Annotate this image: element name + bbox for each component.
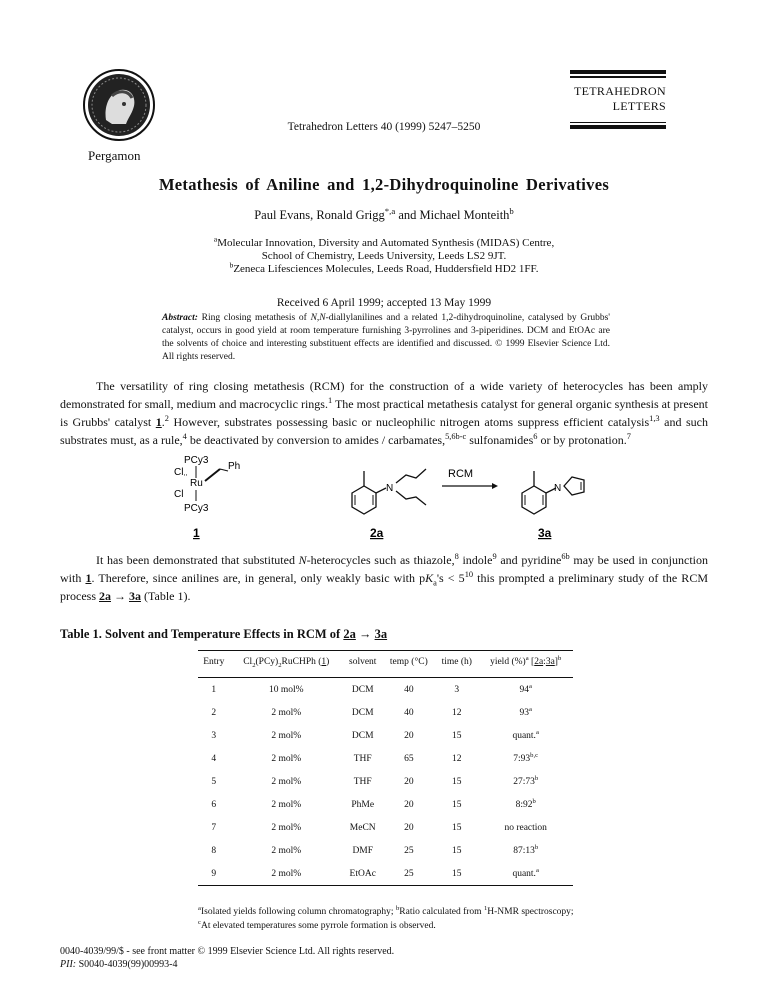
table-cell: 27:73$^b$ bbox=[513, 774, 539, 787]
column-header: $Cl_2(PCy)_2RuCHPh$ (1) bbox=[230, 651, 343, 678]
page-footer bbox=[60, 945, 394, 971]
masthead-rule bbox=[570, 122, 666, 124]
bond bbox=[376, 488, 386, 493]
bond bbox=[220, 469, 228, 471]
table-cell: DCM bbox=[351, 707, 374, 718]
table-cell: 20 bbox=[404, 799, 414, 810]
results-table bbox=[198, 650, 573, 886]
table-row bbox=[198, 839, 573, 862]
benzene-ring bbox=[522, 486, 546, 514]
affiliation-a-line2: School of Chemistry, Leeds University, Leeds LS2 9JT. bbox=[261, 250, 507, 262]
table-footnote: $^a$Isolated yields following column chromatography; $^b$Ratio calculated from $^1$H-NMR spectroscopy; $^c$At elevated temperatures some pyrrole formation is observed. bbox=[198, 904, 574, 931]
table-cell: 2 mol% bbox=[271, 822, 302, 833]
table-cell: 8 bbox=[211, 845, 217, 856]
table-row bbox=[198, 678, 573, 702]
table-cell: 93$^a$ bbox=[519, 705, 532, 718]
table-cell: 15 bbox=[452, 799, 462, 810]
column-header: time (h) bbox=[435, 651, 478, 678]
table-cell: 10 mol% bbox=[268, 684, 304, 695]
table-cell: THF bbox=[353, 776, 372, 787]
abstract-label: Abstract: bbox=[162, 313, 198, 323]
table-cell: 6 bbox=[211, 799, 217, 810]
table-row bbox=[198, 770, 573, 793]
table-cell: 4 bbox=[211, 753, 217, 764]
table-cell: 5 bbox=[211, 776, 217, 787]
substrate-structure bbox=[352, 469, 426, 514]
table-cell: no reaction bbox=[504, 822, 547, 833]
arrow-head bbox=[492, 483, 498, 489]
journal-masthead bbox=[570, 68, 666, 131]
table-cell: 9 bbox=[198, 862, 230, 886]
masthead-rule bbox=[570, 76, 666, 78]
table-cell: DCM bbox=[351, 684, 374, 695]
table-cell: 25 bbox=[404, 845, 414, 856]
atom-label: Cl,, bbox=[174, 467, 188, 478]
journal-name-line2: LETTERS bbox=[612, 98, 666, 113]
table-cell: 40 bbox=[404, 707, 414, 718]
table-cell: 2 mol% bbox=[271, 776, 302, 787]
table-cell: 8:92$^b$ bbox=[515, 797, 536, 810]
table-title: Table 1. Solvent and Temperature Effects in RCM of 2a → 3a bbox=[60, 627, 388, 641]
table-cell: 20 bbox=[404, 776, 414, 787]
table-cell: 7:93$^{b,c}$ bbox=[513, 751, 539, 764]
compound-label-2a: 2a bbox=[370, 526, 384, 540]
atom-label: PCy3 bbox=[184, 455, 209, 466]
table-cell: 15 bbox=[452, 822, 462, 833]
table-cell: 2 mol% bbox=[271, 753, 302, 764]
table-cell: 25 bbox=[383, 862, 436, 886]
masthead-rule bbox=[570, 70, 666, 74]
table-cell: 12 bbox=[452, 753, 462, 764]
column-header: Entry bbox=[198, 651, 230, 678]
table-cell: quant.$^a$ bbox=[512, 728, 539, 741]
table-cell: 7 bbox=[211, 822, 217, 833]
grubbs-catalyst-structure bbox=[174, 455, 240, 514]
atom-label: N bbox=[554, 483, 562, 494]
table-cell: 3 bbox=[454, 684, 460, 695]
product-structure bbox=[522, 471, 584, 514]
column-header: temp (°C) bbox=[383, 651, 436, 678]
journal-name-line1: TETRAHEDRON bbox=[574, 83, 666, 98]
table-cell: DMF bbox=[352, 845, 374, 856]
reaction-arrow bbox=[442, 468, 498, 489]
table-cell: 94$^a$ bbox=[519, 682, 532, 695]
atom-label: N bbox=[386, 483, 394, 494]
benzene-ring bbox=[352, 486, 376, 514]
table-header-row bbox=[198, 651, 573, 678]
table-row bbox=[198, 862, 573, 886]
body-paragraph-2: It has been demonstrated that substituted N-heterocycles such as thiazole,$^8$ indole$^9$ and pyridine$^{6b}$ may be used in conjunction with 1. Therefore, since anilines are, in general, only weakly basic with $pK_a's < 5^{10}$ this prompted a preliminary study of the RCM process 2a → 3a (Table 1). bbox=[60, 552, 708, 603]
table-cell: 40 bbox=[404, 684, 414, 695]
table-cell: MeCN bbox=[349, 822, 376, 833]
pii-line: PII: S0040-4039(99)00993-4 bbox=[60, 959, 178, 970]
table-cell: 2 mol% bbox=[230, 862, 343, 886]
arrow-label: RCM bbox=[448, 468, 474, 480]
table-cell: 2 mol% bbox=[271, 845, 302, 856]
atom-label: Ph bbox=[228, 461, 241, 472]
allyl-chain bbox=[396, 469, 426, 483]
table-cell: 12 bbox=[452, 707, 462, 718]
abstract-text: Ring closing metathesis of N,N-diallylanilines and a related 1,2-dihydroquinoline, catalysed by Grubbs' catalyst, occurs in good yield at room temperature furnishing 3-pyrrolines and 3-piperidines. DCM and EtOAc are the solvents of choice and interesting substituent effects are identified and discussed. © 1999 Elsevier Science Ltd. All rights reserved. bbox=[162, 313, 611, 362]
compound-label-1: 1 bbox=[193, 526, 200, 540]
table-row bbox=[198, 701, 573, 724]
table-cell: 2 mol% bbox=[271, 799, 302, 810]
table-row bbox=[198, 816, 573, 839]
atom-label: PCy3 bbox=[184, 503, 209, 514]
table-cell: 15 bbox=[435, 862, 478, 886]
table-cell: PhMe bbox=[351, 799, 375, 810]
publisher-name: Pergamon bbox=[88, 148, 141, 163]
journal-name bbox=[570, 84, 666, 114]
abstract bbox=[162, 312, 610, 364]
copyright-line: 0040-4039/99/$ - see front matter © 1999 Elsevier Science Ltd. All rights reserved. bbox=[60, 946, 395, 957]
journal-citation: Tetrahedron Letters 40 (1999) 5247–5250 bbox=[287, 121, 481, 133]
masthead-rule bbox=[570, 125, 666, 129]
table-cell: 3 bbox=[211, 730, 217, 741]
column-header: solvent bbox=[343, 651, 383, 678]
affiliation-a-line1: $^a$Molecular Innovation, Diversity and Automated Synthesis (MIDAS) Centre, bbox=[213, 234, 555, 249]
allyl-chain bbox=[396, 491, 426, 505]
atom-label: Cl bbox=[174, 489, 184, 500]
atom-label: Ru bbox=[190, 478, 203, 489]
table-cell: 2 bbox=[211, 707, 217, 718]
table-cell: 15 bbox=[452, 776, 462, 787]
table-cell: 15 bbox=[452, 845, 462, 856]
table-cell: DCM bbox=[351, 730, 374, 741]
received-dates: Received 6 April 1999; accepted 13 May 1999 bbox=[276, 297, 492, 309]
compound-label-3a: 3a bbox=[538, 526, 552, 540]
table-cell: 2 mol% bbox=[271, 730, 302, 741]
table-cell: 65 bbox=[404, 753, 414, 764]
table-cell: 1 bbox=[211, 684, 217, 695]
affiliation-a bbox=[0, 234, 768, 263]
table-row bbox=[198, 724, 573, 747]
affiliation-b: $^b$Zeneca Lifesciences Molecules, Leeds Road, Huddersfield HD2 1FF. bbox=[229, 260, 539, 275]
author-list: Paul Evans, Ronald Grigg$^{*,a}$ and Michael Monteith$^b$ bbox=[254, 205, 514, 222]
table-cell: 20 bbox=[404, 822, 414, 833]
reaction-scheme bbox=[160, 453, 620, 545]
table-row bbox=[198, 747, 573, 770]
table-cell: 2 mol% bbox=[271, 707, 302, 718]
column-header: yield (%)$^a$ [2a:3a]$^b$ bbox=[478, 651, 573, 678]
table-cell: 87:13$^b$ bbox=[513, 843, 539, 856]
bond bbox=[205, 469, 220, 481]
table-cell: 20 bbox=[404, 730, 414, 741]
table-cell: quant.$^a$ bbox=[478, 862, 573, 886]
body-paragraph-1: The versatility of ring closing metathesis (RCM) for the construction of a wide variety of heterocycles has been amply demonstrated for small, medium and macrocyclic rings.$^1$ The most practical metathesis catalyst for general organic synthesis at present is Grubbs' catalyst 1.$^2$ However, substrates possessing basic or nucleophilic nitrogen atoms suppress efficient catalysis$^{1,3}$ and such substrates must, as a rule,$^4$ be deactivated by conversion to amides / carbamates,$^{5,6b-c}$ sulfonamides$^6$ or by protonation.$^7$ bbox=[60, 379, 708, 447]
article-title: Metathesis of Aniline and 1,2-Dihydroquinoline Derivatives bbox=[158, 175, 610, 194]
table-cell: 15 bbox=[452, 730, 462, 741]
table-cell: THF bbox=[353, 753, 372, 764]
table-row bbox=[198, 793, 573, 816]
table-cell: EtOAc bbox=[343, 862, 383, 886]
